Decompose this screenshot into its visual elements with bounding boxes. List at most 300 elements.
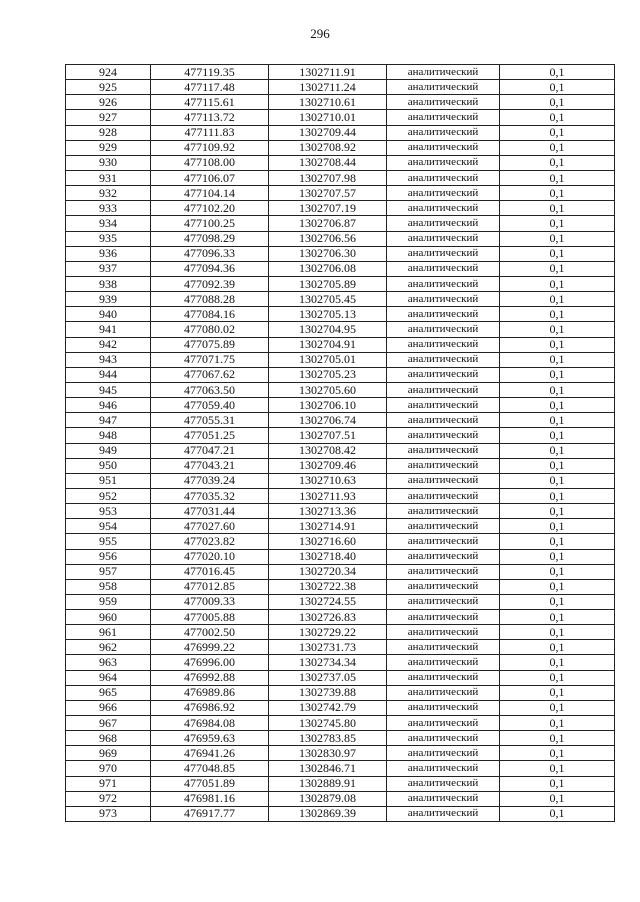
point-number-cell: 935 [66,231,151,246]
point-number-cell: 954 [66,519,151,534]
table-row [66,155,615,170]
table-row [66,140,615,155]
y-coordinate-cell: 1302704.91 [269,337,387,352]
x-coordinate-cell: 476941.26 [151,746,269,761]
method-cell: аналитический [387,534,500,549]
accuracy-cell: 0,1 [500,322,615,337]
method-cell: аналитический [387,488,500,503]
method-cell: аналитический [387,398,500,413]
method-cell: аналитический [387,352,500,367]
table-row [66,170,615,185]
point-number-cell: 957 [66,564,151,579]
point-number-cell: 963 [66,655,151,670]
point-number-cell: 950 [66,458,151,473]
table-row [66,504,615,519]
table-row [66,125,615,140]
table-row [66,413,615,428]
method-cell: аналитический [387,685,500,700]
method-cell: аналитический [387,95,500,110]
accuracy-cell: 0,1 [500,65,615,80]
table-row [66,625,615,640]
y-coordinate-cell: 1302742.79 [269,700,387,715]
table-row [66,201,615,216]
y-coordinate-cell: 1302711.93 [269,488,387,503]
y-coordinate-cell: 1302745.80 [269,716,387,731]
method-cell: аналитический [387,458,500,473]
point-number-cell: 940 [66,307,151,322]
method-cell: аналитический [387,216,500,231]
method-cell: аналитический [387,337,500,352]
method-cell: аналитический [387,746,500,761]
x-coordinate-cell: 477055.31 [151,413,269,428]
method-cell: аналитический [387,246,500,261]
point-number-cell: 969 [66,746,151,761]
accuracy-cell: 0,1 [500,216,615,231]
accuracy-cell: 0,1 [500,231,615,246]
accuracy-cell: 0,1 [500,110,615,125]
method-cell: аналитический [387,322,500,337]
method-cell: аналитический [387,231,500,246]
point-number-cell: 966 [66,700,151,715]
method-cell: аналитический [387,413,500,428]
y-coordinate-cell: 1302830.97 [269,746,387,761]
table-row [66,564,615,579]
y-coordinate-cell: 1302710.01 [269,110,387,125]
accuracy-cell: 0,1 [500,685,615,700]
point-number-cell: 936 [66,246,151,261]
method-cell: аналитический [387,519,500,534]
x-coordinate-cell: 477071.75 [151,352,269,367]
x-coordinate-cell: 476996.00 [151,655,269,670]
y-coordinate-cell: 1302720.34 [269,564,387,579]
table-row [66,473,615,488]
table-body [66,65,615,822]
y-coordinate-cell: 1302709.44 [269,125,387,140]
accuracy-cell: 0,1 [500,610,615,625]
x-coordinate-cell: 476989.86 [151,685,269,700]
y-coordinate-cell: 1302711.91 [269,65,387,80]
table-row [66,579,615,594]
table-row [66,519,615,534]
accuracy-cell: 0,1 [500,170,615,185]
accuracy-cell: 0,1 [500,746,615,761]
point-number-cell: 943 [66,352,151,367]
accuracy-cell: 0,1 [500,640,615,655]
y-coordinate-cell: 1302708.42 [269,443,387,458]
x-coordinate-cell: 477092.39 [151,276,269,291]
point-number-cell: 925 [66,80,151,95]
accuracy-cell: 0,1 [500,458,615,473]
x-coordinate-cell: 477098.29 [151,231,269,246]
x-coordinate-cell: 477051.89 [151,776,269,791]
point-number-cell: 964 [66,670,151,685]
accuracy-cell: 0,1 [500,594,615,609]
x-coordinate-cell: 476986.92 [151,700,269,715]
y-coordinate-cell: 1302726.83 [269,610,387,625]
y-coordinate-cell: 1302889.91 [269,776,387,791]
y-coordinate-cell: 1302708.44 [269,155,387,170]
point-number-cell: 926 [66,95,151,110]
method-cell: аналитический [387,110,500,125]
x-coordinate-cell: 477067.62 [151,367,269,382]
y-coordinate-cell: 1302708.92 [269,140,387,155]
accuracy-cell: 0,1 [500,564,615,579]
accuracy-cell: 0,1 [500,246,615,261]
y-coordinate-cell: 1302705.23 [269,367,387,382]
x-coordinate-cell: 477102.20 [151,201,269,216]
table-row [66,458,615,473]
table-row [66,352,615,367]
accuracy-cell: 0,1 [500,276,615,291]
point-number-cell: 965 [66,685,151,700]
x-coordinate-cell: 477047.21 [151,443,269,458]
table-row [66,791,615,806]
y-coordinate-cell: 1302707.98 [269,170,387,185]
y-coordinate-cell: 1302846.71 [269,761,387,776]
y-coordinate-cell: 1302729.22 [269,625,387,640]
accuracy-cell: 0,1 [500,700,615,715]
table-row [66,594,615,609]
point-number-cell: 927 [66,110,151,125]
method-cell: аналитический [387,700,500,715]
point-number-cell: 955 [66,534,151,549]
table-row [66,685,615,700]
accuracy-cell: 0,1 [500,95,615,110]
table-row [66,322,615,337]
table-row [66,337,615,352]
point-number-cell: 973 [66,806,151,821]
x-coordinate-cell: 477104.14 [151,186,269,201]
accuracy-cell: 0,1 [500,443,615,458]
y-coordinate-cell: 1302707.51 [269,428,387,443]
table-row [66,488,615,503]
accuracy-cell: 0,1 [500,504,615,519]
accuracy-cell: 0,1 [500,413,615,428]
x-coordinate-cell: 477039.24 [151,473,269,488]
point-number-cell: 972 [66,791,151,806]
point-number-cell: 949 [66,443,151,458]
x-coordinate-cell: 477075.89 [151,337,269,352]
accuracy-cell: 0,1 [500,806,615,821]
point-number-cell: 929 [66,140,151,155]
table-row [66,110,615,125]
method-cell: аналитический [387,564,500,579]
accuracy-cell: 0,1 [500,80,615,95]
table-row [66,731,615,746]
point-number-cell: 967 [66,716,151,731]
x-coordinate-cell: 477027.60 [151,519,269,534]
y-coordinate-cell: 1302707.57 [269,186,387,201]
page-number: 296 [310,26,330,41]
accuracy-cell: 0,1 [500,261,615,276]
method-cell: аналитический [387,307,500,322]
method-cell: аналитический [387,170,500,185]
point-number-cell: 952 [66,488,151,503]
y-coordinate-cell: 1302879.08 [269,791,387,806]
y-coordinate-cell: 1302716.60 [269,534,387,549]
method-cell: аналитический [387,549,500,564]
x-coordinate-cell: 477043.21 [151,458,269,473]
x-coordinate-cell: 477009.33 [151,594,269,609]
method-cell: аналитический [387,428,500,443]
x-coordinate-cell: 476959.63 [151,731,269,746]
method-cell: аналитический [387,382,500,397]
table-row [66,549,615,564]
point-number-cell: 934 [66,216,151,231]
point-number-cell: 961 [66,625,151,640]
table-row [66,443,615,458]
x-coordinate-cell: 477059.40 [151,398,269,413]
table-row [66,746,615,761]
y-coordinate-cell: 1302706.74 [269,413,387,428]
y-coordinate-cell: 1302706.56 [269,231,387,246]
x-coordinate-cell: 477108.00 [151,155,269,170]
x-coordinate-cell: 477063.50 [151,382,269,397]
accuracy-cell: 0,1 [500,382,615,397]
y-coordinate-cell: 1302705.45 [269,292,387,307]
x-coordinate-cell: 477096.33 [151,246,269,261]
y-coordinate-cell: 1302711.24 [269,80,387,95]
table-row [66,670,615,685]
x-coordinate-cell: 476999.22 [151,640,269,655]
x-coordinate-cell: 477020.10 [151,549,269,564]
y-coordinate-cell: 1302710.63 [269,473,387,488]
table-row [66,534,615,549]
method-cell: аналитический [387,625,500,640]
y-coordinate-cell: 1302724.55 [269,594,387,609]
y-coordinate-cell: 1302706.08 [269,261,387,276]
method-cell: аналитический [387,761,500,776]
point-number-cell: 962 [66,640,151,655]
y-coordinate-cell: 1302706.10 [269,398,387,413]
x-coordinate-cell: 477016.45 [151,564,269,579]
point-number-cell: 971 [66,776,151,791]
y-coordinate-cell: 1302710.61 [269,95,387,110]
y-coordinate-cell: 1302783.85 [269,731,387,746]
accuracy-cell: 0,1 [500,186,615,201]
x-coordinate-cell: 477051.25 [151,428,269,443]
y-coordinate-cell: 1302705.60 [269,382,387,397]
accuracy-cell: 0,1 [500,534,615,549]
point-number-cell: 959 [66,594,151,609]
table-row [66,716,615,731]
method-cell: аналитический [387,640,500,655]
accuracy-cell: 0,1 [500,549,615,564]
x-coordinate-cell: 477119.35 [151,65,269,80]
method-cell: аналитический [387,367,500,382]
table-row [66,307,615,322]
accuracy-cell: 0,1 [500,670,615,685]
y-coordinate-cell: 1302722.38 [269,579,387,594]
table-row [66,367,615,382]
accuracy-cell: 0,1 [500,352,615,367]
method-cell: аналитический [387,731,500,746]
table-row [66,292,615,307]
method-cell: аналитический [387,610,500,625]
coordinates-table [65,64,615,822]
table-row [66,276,615,291]
method-cell: аналитический [387,579,500,594]
method-cell: аналитический [387,473,500,488]
point-number-cell: 953 [66,504,151,519]
method-cell: аналитический [387,261,500,276]
x-coordinate-cell: 477002.50 [151,625,269,640]
x-coordinate-cell: 477084.16 [151,307,269,322]
point-number-cell: 937 [66,261,151,276]
y-coordinate-cell: 1302737.05 [269,670,387,685]
accuracy-cell: 0,1 [500,337,615,352]
x-coordinate-cell: 477012.85 [151,579,269,594]
x-coordinate-cell: 477005.88 [151,610,269,625]
x-coordinate-cell: 477106.07 [151,170,269,185]
y-coordinate-cell: 1302705.13 [269,307,387,322]
x-coordinate-cell: 477117.48 [151,80,269,95]
x-coordinate-cell: 477088.28 [151,292,269,307]
method-cell: аналитический [387,594,500,609]
point-number-cell: 930 [66,155,151,170]
table-row [66,776,615,791]
y-coordinate-cell: 1302734.34 [269,655,387,670]
y-coordinate-cell: 1302718.40 [269,549,387,564]
x-coordinate-cell: 477048.85 [151,761,269,776]
method-cell: аналитический [387,504,500,519]
y-coordinate-cell: 1302705.01 [269,352,387,367]
table-row [66,610,615,625]
table-row [66,382,615,397]
accuracy-cell: 0,1 [500,367,615,382]
accuracy-cell: 0,1 [500,625,615,640]
x-coordinate-cell: 477035.32 [151,488,269,503]
accuracy-cell: 0,1 [500,201,615,216]
method-cell: аналитический [387,776,500,791]
y-coordinate-cell: 1302705.89 [269,276,387,291]
method-cell: аналитический [387,791,500,806]
point-number-cell: 938 [66,276,151,291]
x-coordinate-cell: 477113.72 [151,110,269,125]
x-coordinate-cell: 476917.77 [151,806,269,821]
y-coordinate-cell: 1302713.36 [269,504,387,519]
method-cell: аналитический [387,80,500,95]
table-row [66,761,615,776]
table-row [66,65,615,80]
accuracy-cell: 0,1 [500,776,615,791]
point-number-cell: 968 [66,731,151,746]
method-cell: аналитический [387,65,500,80]
table-row [66,231,615,246]
y-coordinate-cell: 1302731.73 [269,640,387,655]
accuracy-cell: 0,1 [500,428,615,443]
point-number-cell: 945 [66,382,151,397]
accuracy-cell: 0,1 [500,125,615,140]
accuracy-cell: 0,1 [500,488,615,503]
x-coordinate-cell: 477094.36 [151,261,269,276]
method-cell: аналитический [387,186,500,201]
method-cell: аналитический [387,443,500,458]
accuracy-cell: 0,1 [500,307,615,322]
accuracy-cell: 0,1 [500,473,615,488]
x-coordinate-cell: 477111.83 [151,125,269,140]
y-coordinate-cell: 1302739.88 [269,685,387,700]
accuracy-cell: 0,1 [500,155,615,170]
method-cell: аналитический [387,201,500,216]
y-coordinate-cell: 1302707.19 [269,201,387,216]
x-coordinate-cell: 477100.25 [151,216,269,231]
point-number-cell: 931 [66,170,151,185]
x-coordinate-cell: 477109.92 [151,140,269,155]
table-row [66,80,615,95]
table-row [66,95,615,110]
y-coordinate-cell: 1302709.46 [269,458,387,473]
table-row [66,186,615,201]
method-cell: аналитический [387,292,500,307]
point-number-cell: 951 [66,473,151,488]
method-cell: аналитический [387,670,500,685]
y-coordinate-cell: 1302706.30 [269,246,387,261]
table-row [66,398,615,413]
accuracy-cell: 0,1 [500,791,615,806]
accuracy-cell: 0,1 [500,731,615,746]
method-cell: аналитический [387,140,500,155]
accuracy-cell: 0,1 [500,761,615,776]
table-row [66,806,615,821]
accuracy-cell: 0,1 [500,398,615,413]
point-number-cell: 942 [66,337,151,352]
point-number-cell: 928 [66,125,151,140]
table-row [66,655,615,670]
x-coordinate-cell: 476984.08 [151,716,269,731]
table-row [66,246,615,261]
point-number-cell: 947 [66,413,151,428]
y-coordinate-cell: 1302704.95 [269,322,387,337]
table-row [66,261,615,276]
method-cell: аналитический [387,655,500,670]
y-coordinate-cell: 1302706.87 [269,216,387,231]
table-row [66,216,615,231]
point-number-cell: 932 [66,186,151,201]
point-number-cell: 958 [66,579,151,594]
point-number-cell: 970 [66,761,151,776]
x-coordinate-cell: 477080.02 [151,322,269,337]
point-number-cell: 944 [66,367,151,382]
method-cell: аналитический [387,155,500,170]
y-coordinate-cell: 1302714.91 [269,519,387,534]
method-cell: аналитический [387,806,500,821]
x-coordinate-cell: 476992.88 [151,670,269,685]
point-number-cell: 960 [66,610,151,625]
accuracy-cell: 0,1 [500,140,615,155]
point-number-cell: 939 [66,292,151,307]
method-cell: аналитический [387,716,500,731]
point-number-cell: 924 [66,65,151,80]
point-number-cell: 933 [66,201,151,216]
x-coordinate-cell: 477115.61 [151,95,269,110]
table-row [66,700,615,715]
table-row [66,640,615,655]
accuracy-cell: 0,1 [500,519,615,534]
table-row [66,428,615,443]
x-coordinate-cell: 477023.82 [151,534,269,549]
accuracy-cell: 0,1 [500,292,615,307]
method-cell: аналитический [387,125,500,140]
x-coordinate-cell: 477031.44 [151,504,269,519]
y-coordinate-cell: 1302869.39 [269,806,387,821]
accuracy-cell: 0,1 [500,716,615,731]
point-number-cell: 941 [66,322,151,337]
accuracy-cell: 0,1 [500,579,615,594]
point-number-cell: 946 [66,398,151,413]
x-coordinate-cell: 476981.16 [151,791,269,806]
method-cell: аналитический [387,276,500,291]
